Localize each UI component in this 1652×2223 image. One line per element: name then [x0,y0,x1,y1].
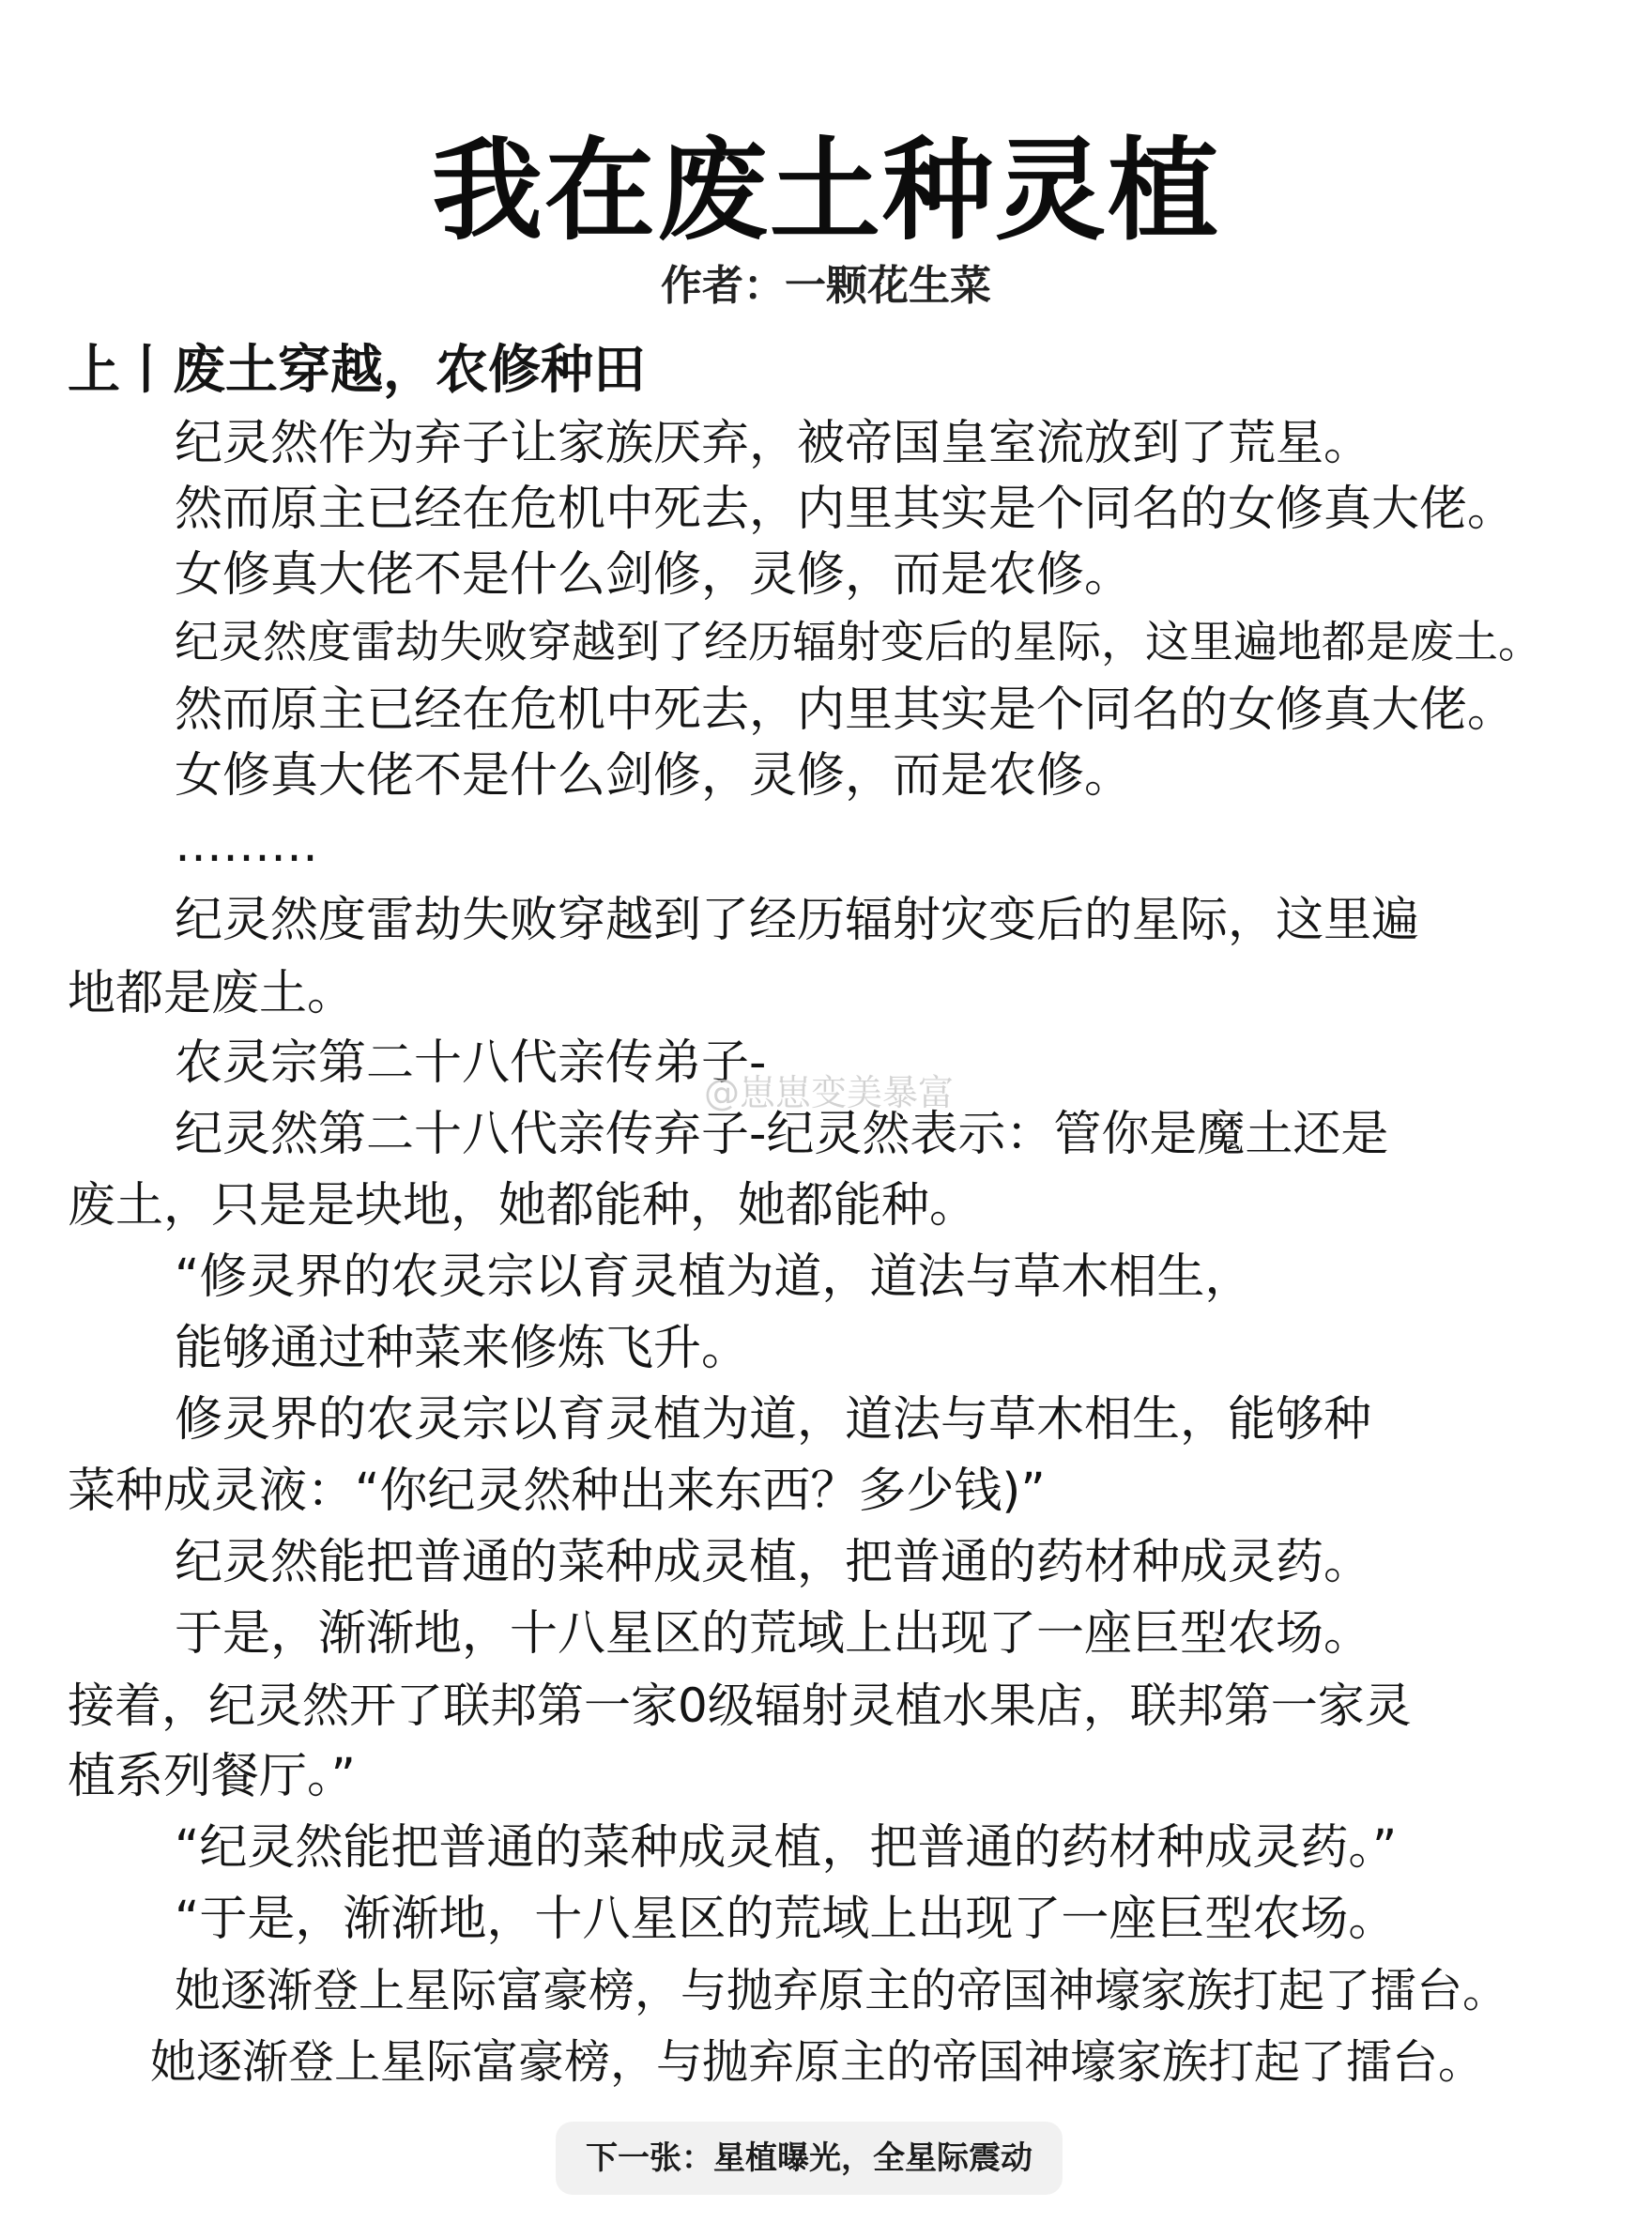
body-line-21: “于是，渐渐地，十八星区的荒域上出现了一座巨型农场。 [175,1892,1397,1947]
body-line-3: 女修真大佬不是什么剑修，灵修，而是农修。 [175,547,1133,603]
section-heading: 上丨废土穿越，农修种田 [68,340,646,401]
body-line-15: 菜种成灵液：“你纪灵然种出来东西？多少钱)” [68,1464,1046,1519]
body-line-5: 然而原主已经在危机中死去，内里其实是个同名的女修真大佬。 [175,682,1516,738]
body-line-14: 修灵界的农灵宗以育灵植为道，道法与草木相生，能够种 [175,1392,1372,1448]
body-line-23: 她逐渐登上星际富豪榜，与抛弃原主的帝国神壕家族打起了擂台。 [150,2035,1485,2089]
body-line-19: 植系列餐厅。” [68,1749,356,1804]
body-line-20: “纪灵然能把普通的菜种成灵植，把普通的药材种成灵药。” [175,1820,1398,1876]
ellipsis-line: ……… [175,818,318,873]
body-line-7: 纪灵然度雷劫失败穿越到了经历辐射灾变后的星际，这里遍 [175,893,1420,948]
body-line-1: 纪灵然作为弃子让家族厌弃，被帝国皇室流放到了荒星。 [175,416,1372,471]
weibo-watermark: @崽崽变美暴富 [704,1072,955,1113]
body-line-11: 废土，只是是块地，她都能种，她都能种。 [68,1178,978,1234]
next-page-button[interactable]: 下一张：星植曝光，全星际震动 [556,2122,1063,2195]
body-line-9: 农灵宗第二十八代亲传弟子- [175,1035,767,1091]
body-line-8: 地都是废土。 [68,966,356,1021]
author-line: 作者：一颗花生菜 [661,262,991,310]
body-line-22: 她逐渐登上星际富豪榜，与抛弃原主的帝国神壕家族打起了擂台。 [175,1964,1509,2017]
body-line-16: 纪灵然能把普通的菜种成灵植，把普通的药材种成灵药。 [175,1535,1372,1590]
page-title: 我在废土种灵植 [431,126,1220,255]
body-line-17: 于是，渐渐地，十八星区的荒域上出现了一座巨型农场。 [175,1606,1372,1662]
body-line-12: “修灵界的农灵宗以育灵植为道，道法与草木相生， [175,1249,1253,1305]
body-line-10: 纪灵然第二十八代亲传弃子-纪灵然表示：管你是魔土还是 [175,1107,1389,1162]
body-line-6: 女修真大佬不是什么剑修，灵修，而是农修。 [175,748,1133,804]
body-line-13: 能够通过种菜来修炼飞升。 [175,1321,750,1376]
body-line-2: 然而原主已经在危机中死去，内里其实是个同名的女修真大佬。 [175,482,1516,537]
body-line-4: 纪灵然度雷劫失败穿越到了经历辐射变后的星际，这里遍地都是废土。 [175,617,1542,668]
body-line-18: 接着，纪灵然开了联邦第一家0级辐射灵植水果店，联邦第一家灵 [68,1679,1412,1733]
